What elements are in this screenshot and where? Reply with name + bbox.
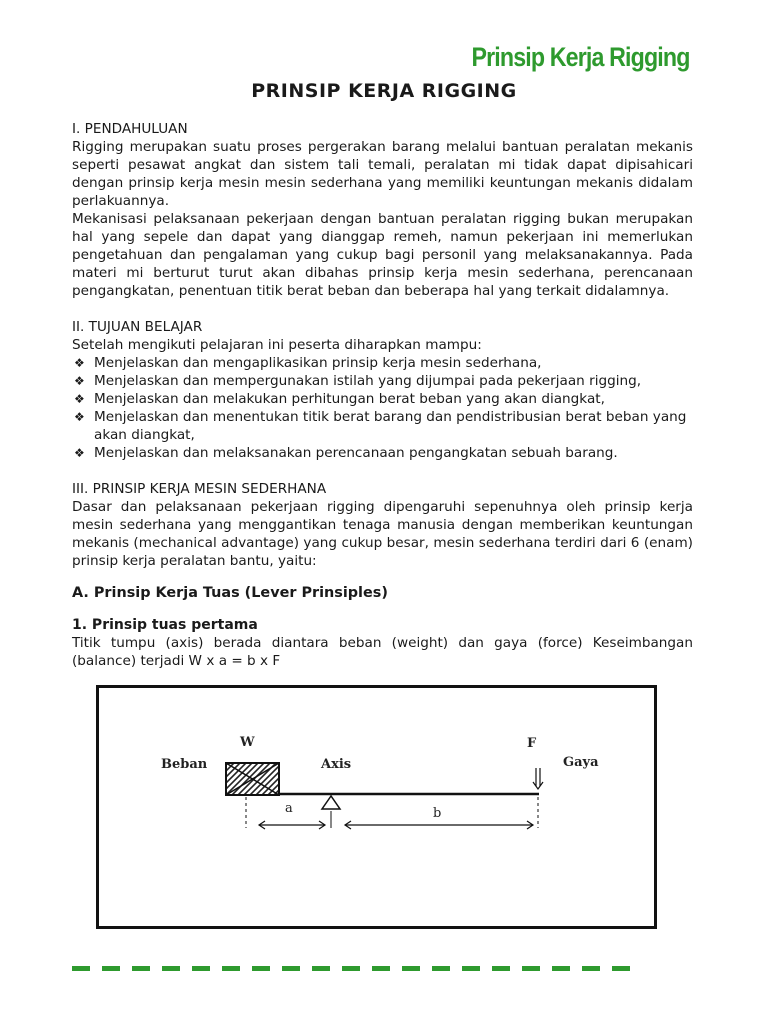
paragraph-pendahuluan-1: Rigging merupakan suatu proses pergerakan barang melalui bantuan peralatan mekanis seperti pesawat angkat dan sistem tali temali, peralatan mi tidak dapat dipisahicari dengan prinsip kerja mesin mesin sederhana yang memiliki keuntungan mekanis didalam perlakuannya. [72,139,693,209]
paragraph-tuas-pertama: Titik tumpu (axis) berada diantara beban (weight) dan gaya (force) Keseimbangan (balance) terjadi W x a = b x F [72,635,693,669]
subsection-heading-tuas-pertama: 1. Prinsip tuas pertama [72,617,258,633]
list-item [72,372,693,390]
list-item [72,444,693,462]
paragraph-prinsip-kerja: Dasar dan pelaksanaan pekerjaan rigging dipengaruhi sepenuhnya oleh prinsip kerja mesin sederhana yang menggantikan tenaga manusia dengan memberikan keuntungan mekanis (mechanical advantage) yang cukup besar, mesin sederhana terdiri dari 6 (enam) prinsip kerja peralatan bantu, yaitu: [72,499,693,569]
force-f-label: F [527,736,537,751]
list-item-text: Menjelaskan dan melakukan perhitungan berat beban yang akan diangkat, [94,391,605,407]
distance-b-label: b [433,806,442,821]
objectives-list [72,354,693,462]
list-item [72,354,693,372]
lever-diagram [96,685,657,929]
dimension-a-arrow [259,821,325,829]
section-heading-pendahuluan: I. PENDAHULUAN [72,121,188,137]
list-item-text: Menjelaskan dan menentukan titik berat barang dan pendistribusian berat beban yang akan diangkat, [94,409,687,443]
list-item-text: Menjelaskan dan mengaplikasikan prinsip kerja mesin sederhana, [94,355,542,371]
list-item [72,408,693,444]
load-box-icon [226,763,279,795]
diamond-bullet-icon: ❖ [74,392,85,406]
lever-diagram-svg [99,688,654,926]
section-heading-tujuan-belajar: II. TUJUAN BELAJAR [72,319,203,335]
gaya-label: Gaya [563,755,599,770]
list-item-text: Menjelaskan dan mempergunakan istilah yang dijumpai pada pekerjaan rigging, [94,373,642,389]
footer-dashed-divider [72,966,632,971]
fulcrum-icon [322,796,340,809]
distance-a-label: a [285,801,293,816]
subsection-heading-tuas: A. Prinsip Kerja Tuas (Lever Prinsiples) [72,585,388,601]
document-title: PRINSIP KERJA RIGGING [251,80,517,102]
diamond-bullet-icon: ❖ [74,356,85,370]
paragraph-tujuan-intro: Setelah mengikuti pelajaran ini peserta diharapkan mampu: [72,337,482,353]
header-brand-title: Prinsip Kerja Rigging [471,42,690,72]
axis-label: Axis [321,757,352,772]
weight-w-label: W [240,735,255,750]
dimension-b-arrow [345,821,533,829]
section-heading-prinsip-kerja: III. PRINSIP KERJA MESIN SEDERHANA [72,481,327,497]
diamond-bullet-icon: ❖ [74,446,85,460]
beban-label: Beban [161,757,208,772]
document-body [72,120,693,670]
paragraph-pendahuluan-2: Mekanisasi pelaksanaan pekerjaan dengan bantuan peralatan rigging bukan merupakan hal yang sepele dan dapat yang dianggap remeh, namun pekerjaan ini memerlukan pengetahuan dan pengalaman yang cukup bagi personil yang melaksanakannya. Pada materi mi berturut turut akan dibahas prinsip kerja mesin sederhana, perencanaan pengangkatan, penentuan titik berat beban dan beberapa hal yang terkait didalamnya. [72,211,693,299]
diamond-bullet-icon: ❖ [74,374,85,388]
list-item [72,390,693,408]
diamond-bullet-icon: ❖ [74,410,85,424]
list-item-text: Menjelaskan dan melaksanakan perencanaan pengangkatan sebuah barang. [94,445,618,461]
force-arrow-icon [533,768,543,789]
